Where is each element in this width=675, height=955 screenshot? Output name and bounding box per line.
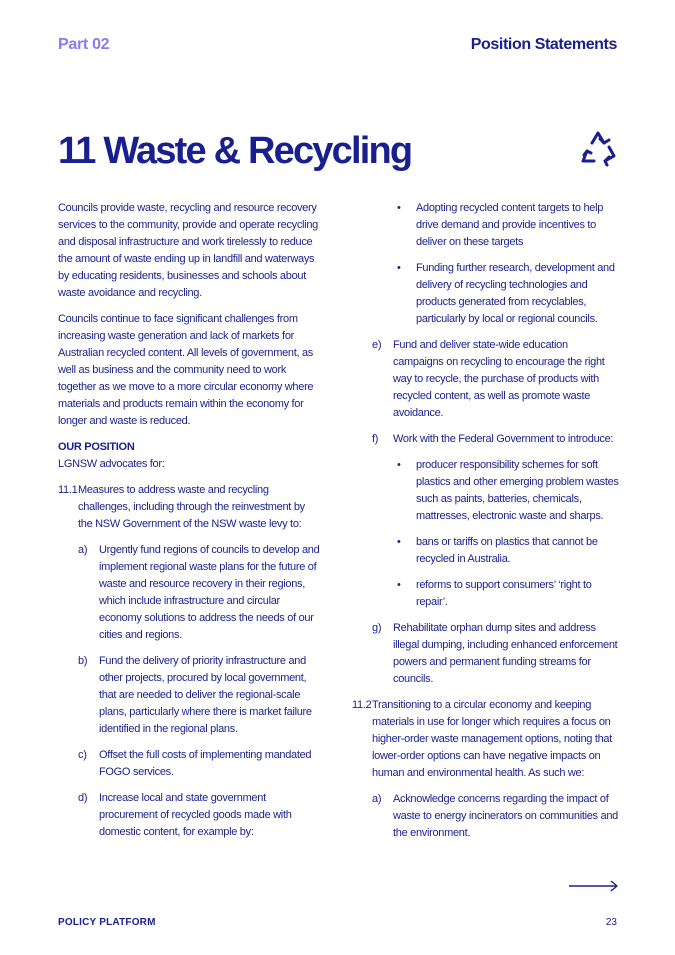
item-text: Transitioning to a circular economy and keeping materials in use for longer which requires a focus on higher-order waste management options, noting that lower-order options can have negative impacts on human and environmental health. As such we: — [372, 699, 612, 779]
item-label: e) — [372, 339, 382, 351]
arrow-right-icon[interactable] — [568, 880, 620, 892]
bullet-item — [395, 534, 620, 568]
bullet-text: producer responsibility schemes for soft plastics and other emerging problem wastes such as paints, batteries, chemicals, mattresses, electronic waste and sharps. — [416, 459, 619, 522]
bullet: • — [397, 536, 401, 548]
item-text: Measures to address waste and recycling challenges, including through the reinvestment by the NSW Government of the NSW waste levy to: — [78, 484, 305, 530]
page-number: 23 — [605, 917, 617, 928]
item-label: g) — [372, 622, 382, 634]
list-item-11-1 — [58, 482, 320, 533]
bullet-text: Funding further research, development and delivery of recycling technologies and products generated from recyclables, particularly by local or regional councils. — [416, 262, 615, 325]
list-item-e — [372, 337, 620, 422]
bullet-item — [395, 260, 620, 328]
item-label: d) — [78, 792, 88, 804]
list-item-a2 — [372, 791, 620, 842]
item-label: b) — [78, 655, 88, 667]
item-label: f) — [372, 433, 379, 445]
bullet-text: reforms to support consumers’ ‘right to repair’. — [416, 579, 592, 608]
bullet-text: bans or tariffs on plastics that cannot be recycled in Australia. — [416, 536, 598, 565]
item-label: a) — [78, 544, 88, 556]
bullet-item — [395, 577, 620, 611]
advocates-line: LGNSW advocates for: — [58, 458, 165, 470]
list-item-g — [372, 620, 620, 688]
bullet: • — [397, 459, 401, 471]
recycle-icon — [578, 128, 618, 168]
list-item-a — [78, 542, 320, 644]
item-number: 11.1 — [58, 484, 78, 496]
part-label: Part 02 — [58, 36, 110, 53]
our-position-heading: OUR POSITION — [58, 441, 135, 453]
right-column — [352, 200, 620, 851]
challenges-paragraph: Councils continue to face significant challenges from increasing waste generation and lack of markets for Australian recycled content. All levels of government, as well as business and the community need to work together as we move to a more circular economy where materials and products remain within the economy for longer and waste is reduced. — [58, 313, 314, 427]
page-title: 11 Waste & Recycling — [58, 130, 412, 172]
item-text: Acknowledge concerns regarding the impact of waste to energy incinerators on communities and the environment. — [393, 793, 618, 839]
bullet-text: Adopting recycled content targets to help drive demand and provide incentives to deliver on these targets — [416, 202, 604, 248]
bullet-item — [395, 200, 620, 251]
item-text: Offset the full costs of implementing mandated FOGO services. — [99, 749, 312, 778]
bullet: • — [397, 262, 401, 274]
bullet-item — [395, 457, 620, 525]
bullet: • — [397, 579, 401, 591]
item-label: c) — [78, 749, 87, 761]
list-item-f — [372, 431, 620, 448]
list-item-11-2 — [352, 697, 620, 782]
item-label: a) — [372, 793, 382, 805]
item-text: Fund and deliver state-wide education campaigns on recycling to encourage the right way to recycle, the purchase of products with recycled content, as well as promote waste avoidance. — [393, 339, 605, 419]
item-text: Work with the Federal Government to introduce: — [393, 433, 614, 445]
list-item-c — [78, 747, 320, 781]
list-item-b — [78, 653, 320, 738]
item-text: Increase local and state government procurement of recycled goods made with domestic content, for example by: — [99, 792, 292, 838]
intro-paragraph: Councils provide waste, recycling and resource recovery services to the community, provide and operate recycling and disposal infrastructure and work tirelessly to reduce the amount of waste ending up in landfill and waterways by educating residents, businesses and schools about waste avoidance and recycling. — [58, 202, 318, 299]
section-label: Position Statements — [470, 36, 617, 53]
list-item-d — [78, 790, 320, 841]
item-number: 11.2 — [352, 699, 372, 711]
bullet: • — [397, 202, 401, 214]
item-text: Rehabilitate orphan dump sites and address illegal dumping, including enhanced enforcement powers and permanent funding streams for councils. — [393, 622, 618, 685]
item-text: Fund the delivery of priority infrastructure and other projects, procured by local government, that are needed to deliver the regional-scale plans, particularly where there is market failure identified in the regional plans. — [99, 655, 312, 735]
item-text: Urgently fund regions of councils to develop and implement regional waste plans for the future of waste and resource recovery in their regions, which include infrastructure and circular economy solutions to address the needs of our cities and regions. — [99, 544, 320, 641]
left-column — [58, 200, 320, 850]
footer-label: POLICY PLATFORM — [58, 917, 156, 928]
